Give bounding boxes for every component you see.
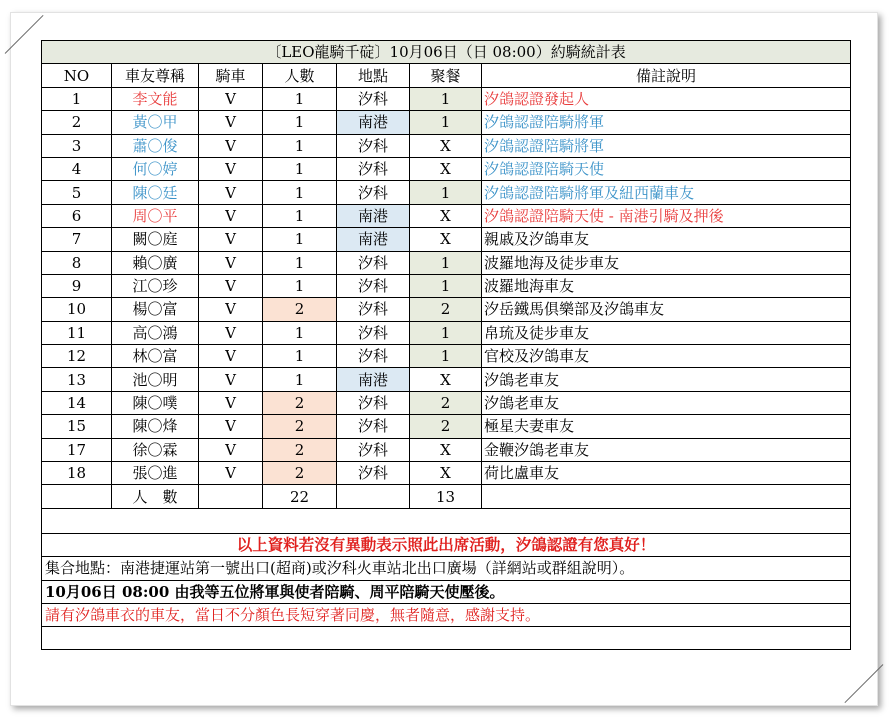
header-note: 備註說明 bbox=[482, 64, 851, 87]
cell-meal: 1 bbox=[410, 274, 482, 297]
cell-place: 汐科 bbox=[337, 251, 410, 274]
cell-note: 荷比盧車友 bbox=[482, 462, 851, 485]
cell-name: 陳〇噗 bbox=[112, 391, 199, 414]
cell-name: 江〇珍 bbox=[112, 274, 199, 297]
totals-blank bbox=[482, 485, 851, 508]
cell-count: 1 bbox=[263, 111, 337, 134]
cell-count: 1 bbox=[263, 274, 337, 297]
table-title-row bbox=[42, 41, 851, 64]
table-row bbox=[42, 87, 851, 110]
cell-count: 2 bbox=[263, 415, 337, 438]
cell-no: 13 bbox=[42, 368, 112, 391]
corner-decoration bbox=[844, 664, 883, 703]
table-row bbox=[42, 415, 851, 438]
cell-count: 1 bbox=[263, 134, 337, 157]
cell-ride: V bbox=[199, 87, 263, 110]
cell-name: 賴〇廣 bbox=[112, 251, 199, 274]
cell-place: 汐科 bbox=[337, 321, 410, 344]
cell-no: 3 bbox=[42, 134, 112, 157]
cell-name: 陳〇烽 bbox=[112, 415, 199, 438]
cell-count: 1 bbox=[263, 345, 337, 368]
header-meal: 聚餐 bbox=[410, 64, 482, 87]
cell-note: 汐鴿認證發起人 bbox=[482, 87, 851, 110]
cell-meal: 2 bbox=[410, 415, 482, 438]
cell-note: 汐鴿認證陪騎將軍 bbox=[482, 111, 851, 134]
cell-no: 1 bbox=[42, 87, 112, 110]
cell-note: 官校及汐鴿車友 bbox=[482, 345, 851, 368]
table-row bbox=[42, 204, 851, 227]
cell-place: 汐科 bbox=[337, 415, 410, 438]
table-row bbox=[42, 368, 851, 391]
totals-count: 22 bbox=[263, 485, 337, 508]
cell-place: 南港 bbox=[337, 204, 410, 227]
table-row bbox=[42, 111, 851, 134]
table-row bbox=[42, 391, 851, 414]
cell-no: 12 bbox=[42, 345, 112, 368]
cell-ride: V bbox=[199, 345, 263, 368]
cell-place: 汐科 bbox=[337, 274, 410, 297]
cell-meal: 1 bbox=[410, 87, 482, 110]
notice-row bbox=[42, 533, 851, 556]
cell-count: 1 bbox=[263, 181, 337, 204]
reminder-text: 請有汐鴿車衣的車友，當日不分顏色長短穿著同慶，無者隨意，感謝支持。 bbox=[42, 603, 851, 626]
cell-note: 波羅地海及徒步車友 bbox=[482, 251, 851, 274]
meeting-text: 集合地點：南港捷運站第一號出口(超商)或汐科火車站北出口廣場（詳網站或群組說明）。 bbox=[42, 557, 851, 580]
cell-name: 楊〇富 bbox=[112, 298, 199, 321]
cell-no: 11 bbox=[42, 321, 112, 344]
cell-ride: V bbox=[199, 204, 263, 227]
cell-ride: V bbox=[199, 251, 263, 274]
cell-meal: 2 bbox=[410, 391, 482, 414]
cell-no: 17 bbox=[42, 438, 112, 461]
header-row bbox=[42, 64, 851, 87]
cell-note: 汐鴿認證陪騎將軍 bbox=[482, 134, 851, 157]
header-place: 地點 bbox=[337, 64, 410, 87]
ride-statistics-table bbox=[41, 40, 851, 650]
cell-name: 陳〇廷 bbox=[112, 181, 199, 204]
cell-name: 闕〇庭 bbox=[112, 228, 199, 251]
table-row bbox=[42, 345, 851, 368]
totals-row bbox=[42, 485, 851, 508]
cell-no: 10 bbox=[42, 298, 112, 321]
cell-count: 1 bbox=[263, 157, 337, 180]
cell-meal: 1 bbox=[410, 181, 482, 204]
escort-row bbox=[42, 580, 851, 603]
cell-note: 汐鴿認證陪騎天使 bbox=[482, 157, 851, 180]
cell-note: 汐岳鐵馬俱樂部及汐鴿車友 bbox=[482, 298, 851, 321]
cell-ride: V bbox=[199, 368, 263, 391]
meeting-row bbox=[42, 557, 851, 580]
cell-no: 7 bbox=[42, 228, 112, 251]
cell-place: 南港 bbox=[337, 228, 410, 251]
cell-ride: V bbox=[199, 111, 263, 134]
cell-no: 14 bbox=[42, 391, 112, 414]
cell-name: 黃〇甲 bbox=[112, 111, 199, 134]
cell-note: 波羅地海車友 bbox=[482, 274, 851, 297]
cell-meal: X bbox=[410, 204, 482, 227]
cell-count: 1 bbox=[263, 204, 337, 227]
cell-name: 何〇婷 bbox=[112, 157, 199, 180]
cell-place: 汐科 bbox=[337, 157, 410, 180]
cell-note: 親戚及汐鴿車友 bbox=[482, 228, 851, 251]
cell-place: 汐科 bbox=[337, 391, 410, 414]
cell-note: 汐鴿老車友 bbox=[482, 391, 851, 414]
cell-name: 張〇進 bbox=[112, 462, 199, 485]
cell-name: 林〇富 bbox=[112, 345, 199, 368]
table-row bbox=[42, 181, 851, 204]
cell-ride: V bbox=[199, 321, 263, 344]
cell-count: 1 bbox=[263, 87, 337, 110]
cell-note: 汐鴿認證陪騎將軍及紐西蘭車友 bbox=[482, 181, 851, 204]
cell-meal: 1 bbox=[410, 345, 482, 368]
notice-text: 以上資料若沒有異動表示照此出席活動，汐鴿認證有您真好！ bbox=[42, 533, 851, 556]
cell-ride: V bbox=[199, 181, 263, 204]
cell-no: 5 bbox=[42, 181, 112, 204]
totals-label: 人 數 bbox=[112, 485, 199, 508]
cell-meal: X bbox=[410, 462, 482, 485]
table-row bbox=[42, 157, 851, 180]
table-row bbox=[42, 462, 851, 485]
cell-note: 帛琉及徒步車友 bbox=[482, 321, 851, 344]
empty-cell bbox=[42, 627, 851, 650]
empty-row bbox=[42, 627, 851, 650]
cell-ride: V bbox=[199, 134, 263, 157]
spacer-cell bbox=[42, 508, 851, 533]
corner-decoration bbox=[5, 15, 44, 54]
cell-ride: V bbox=[199, 274, 263, 297]
cell-count: 1 bbox=[263, 321, 337, 344]
cell-name: 周〇平 bbox=[112, 204, 199, 227]
header-name: 車友尊稱 bbox=[112, 64, 199, 87]
cell-meal: 1 bbox=[410, 251, 482, 274]
spacer-row bbox=[42, 508, 851, 533]
cell-note: 汐鴿老車友 bbox=[482, 368, 851, 391]
cell-ride: V bbox=[199, 438, 263, 461]
cell-place: 汐科 bbox=[337, 181, 410, 204]
table-row bbox=[42, 438, 851, 461]
cell-meal: X bbox=[410, 438, 482, 461]
reminder-row bbox=[42, 603, 851, 626]
header-ride: 騎車 bbox=[199, 64, 263, 87]
cell-place: 汐科 bbox=[337, 345, 410, 368]
cell-count: 1 bbox=[263, 368, 337, 391]
totals-meal: 13 bbox=[410, 485, 482, 508]
cell-count: 1 bbox=[263, 228, 337, 251]
cell-count: 2 bbox=[263, 438, 337, 461]
cell-ride: V bbox=[199, 298, 263, 321]
cell-count: 1 bbox=[263, 251, 337, 274]
cell-place: 南港 bbox=[337, 111, 410, 134]
cell-no: 4 bbox=[42, 157, 112, 180]
escort-text: 10月06日 08:00 由我等五位將軍與使者陪騎、周平陪騎天使壓後。 bbox=[42, 580, 851, 603]
cell-ride: V bbox=[199, 228, 263, 251]
cell-count: 2 bbox=[263, 462, 337, 485]
table-title: 〔LEO龍騎千碇〕10月06日（日 08:00）約騎統計表 bbox=[42, 41, 851, 64]
cell-ride: V bbox=[199, 391, 263, 414]
cell-meal: 1 bbox=[410, 111, 482, 134]
cell-meal: X bbox=[410, 134, 482, 157]
cell-name: 蕭〇俊 bbox=[112, 134, 199, 157]
cell-place: 汐科 bbox=[337, 462, 410, 485]
cell-place: 南港 bbox=[337, 368, 410, 391]
cell-no: 15 bbox=[42, 415, 112, 438]
cell-meal: X bbox=[410, 228, 482, 251]
cell-no: 6 bbox=[42, 204, 112, 227]
cell-note: 極星夫妻車友 bbox=[482, 415, 851, 438]
header-count: 人數 bbox=[263, 64, 337, 87]
totals-blank bbox=[337, 485, 410, 508]
table-row bbox=[42, 251, 851, 274]
cell-place: 汐科 bbox=[337, 87, 410, 110]
cell-no: 2 bbox=[42, 111, 112, 134]
table-row bbox=[42, 321, 851, 344]
cell-name: 徐〇霖 bbox=[112, 438, 199, 461]
cell-name: 李文能 bbox=[112, 87, 199, 110]
cell-no: 8 bbox=[42, 251, 112, 274]
cell-note: 汐鴿認證陪騎天使 - 南港引騎及押後 bbox=[482, 204, 851, 227]
cell-count: 2 bbox=[263, 298, 337, 321]
cell-meal: X bbox=[410, 157, 482, 180]
table-row bbox=[42, 274, 851, 297]
table-row bbox=[42, 134, 851, 157]
cell-count: 2 bbox=[263, 391, 337, 414]
table-row bbox=[42, 298, 851, 321]
cell-ride: V bbox=[199, 157, 263, 180]
cell-ride: V bbox=[199, 462, 263, 485]
cell-place: 汐科 bbox=[337, 438, 410, 461]
totals-blank bbox=[42, 485, 112, 508]
cell-meal: X bbox=[410, 368, 482, 391]
cell-place: 汐科 bbox=[337, 298, 410, 321]
cell-no: 18 bbox=[42, 462, 112, 485]
cell-meal: 2 bbox=[410, 298, 482, 321]
cell-meal: 1 bbox=[410, 321, 482, 344]
totals-blank bbox=[199, 485, 263, 508]
cell-ride: V bbox=[199, 415, 263, 438]
cell-note: 金鞭汐鴿老車友 bbox=[482, 438, 851, 461]
cell-place: 汐科 bbox=[337, 134, 410, 157]
cell-name: 池〇明 bbox=[112, 368, 199, 391]
header-no: NO bbox=[42, 64, 112, 87]
cell-name: 高〇鴻 bbox=[112, 321, 199, 344]
cell-no: 9 bbox=[42, 274, 112, 297]
table-row bbox=[42, 228, 851, 251]
